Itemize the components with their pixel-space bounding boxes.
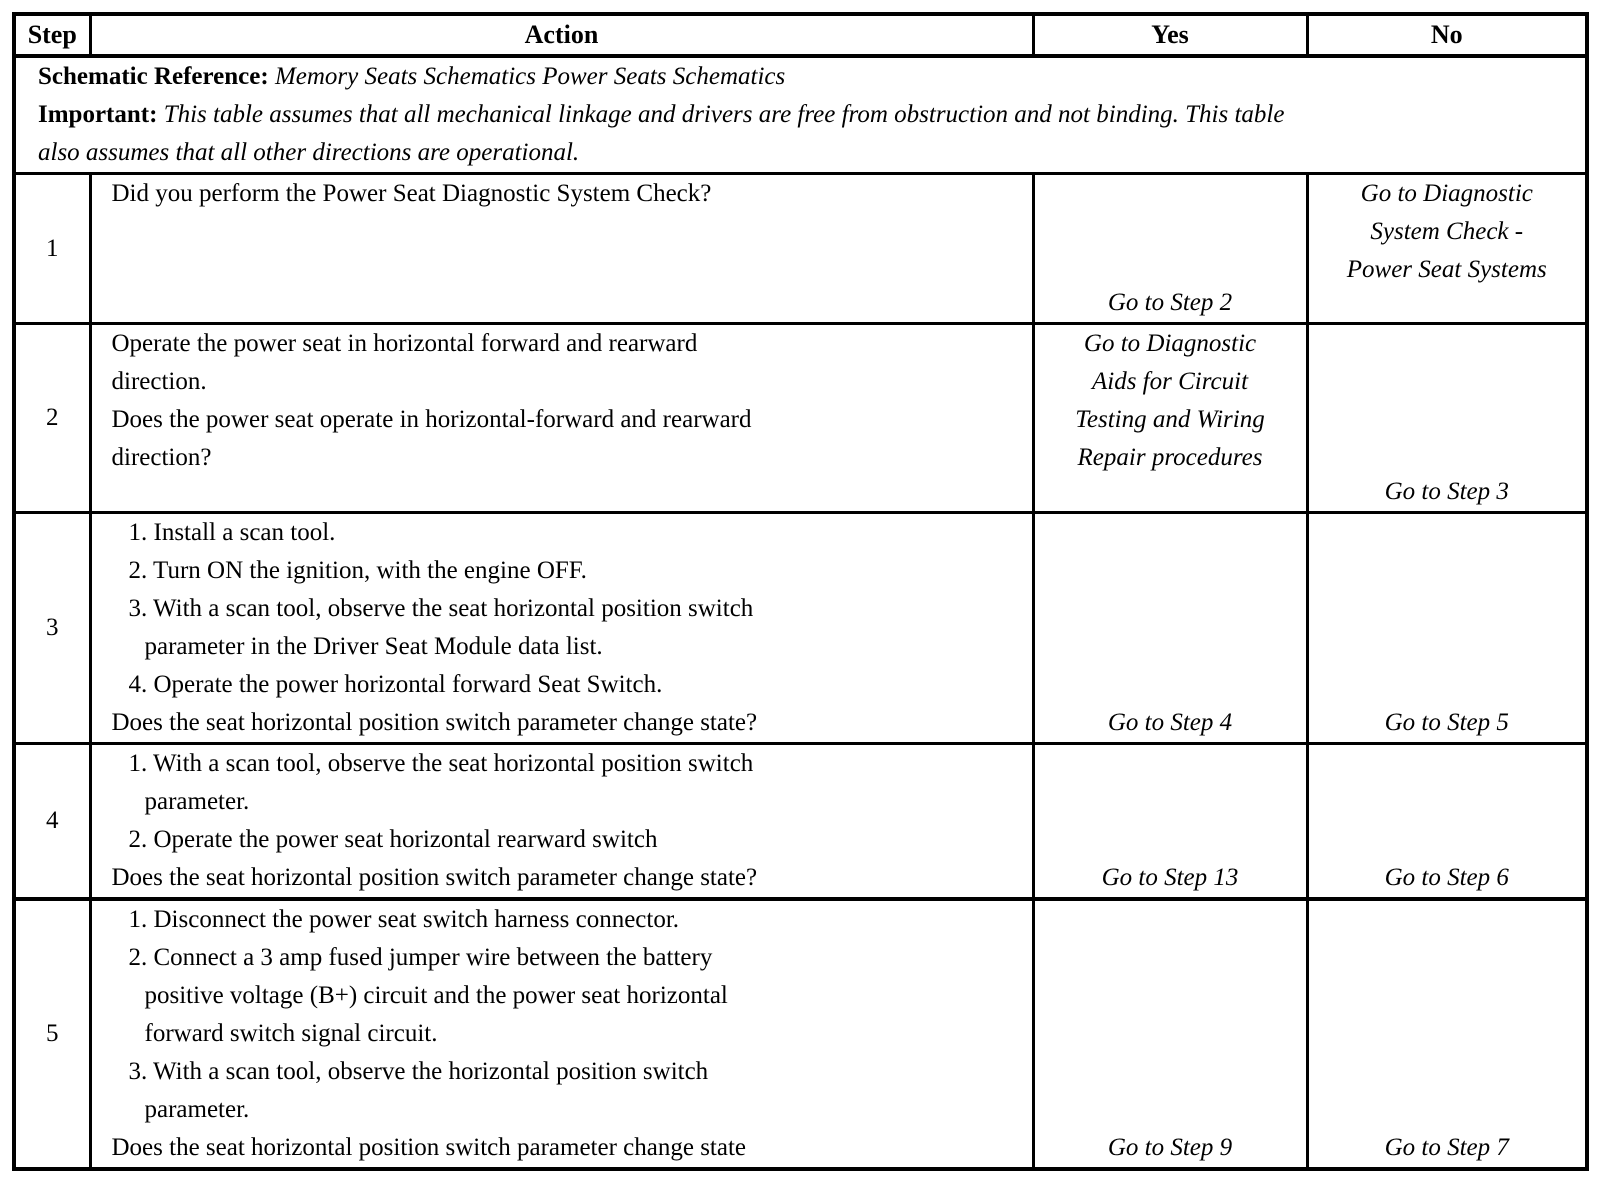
action-line: 2. Operate the power seat horizontal rearward switch: [128, 826, 658, 853]
no-link[interactable]: Go to Step 3: [1384, 478, 1509, 505]
reference-cell: [14, 56, 1587, 174]
table-row: [14, 899, 1587, 1169]
yes-cell: [1033, 513, 1307, 744]
important-text-1: This table assumes that all mechanical linkage and drivers are free from obstruction and not binding. This table: [163, 101, 1285, 128]
no-cell: [1307, 174, 1587, 324]
action-cell: [90, 324, 1033, 513]
action-line: parameter.: [144, 1096, 250, 1123]
yes-link[interactable]: Aids for Circuit: [1091, 368, 1249, 395]
action-line: Does the seat horizontal position switch parameter change state?: [111, 864, 758, 891]
action-line: 1. Install a scan tool.: [128, 519, 336, 546]
important-label: Important:: [38, 101, 158, 128]
action-line: Did you perform the Power Seat Diagnostic System Check?: [111, 180, 712, 207]
yes-link[interactable]: Go to Step 4: [1107, 709, 1233, 736]
action-line: 2. Connect a 3 amp fused jumper wire between the battery: [128, 944, 713, 971]
step-number: 2: [14, 324, 90, 513]
no-cell: [1307, 899, 1587, 1169]
important-text-2: also assumes that all other directions are operational.: [38, 139, 580, 166]
no-link[interactable]: Go to Step 6: [1384, 864, 1509, 891]
reference-row: [14, 56, 1587, 174]
action-line: 1. With a scan tool, observe the seat horizontal position switch: [128, 750, 754, 777]
yes-link[interactable]: Testing and Wiring: [1075, 406, 1265, 433]
step-number: 1: [14, 174, 90, 324]
action-line: Does the power seat operate in horizontal-forward and rearward: [111, 406, 752, 433]
no-cell: [1307, 513, 1587, 744]
yes-cell: [1033, 174, 1307, 324]
schematic-reference-label: Schematic Reference:: [38, 63, 269, 90]
schematic-reference-link[interactable]: Memory Seats Schematics Power Seats Schematics: [274, 63, 786, 90]
action-line: parameter in the Driver Seat Module data list.: [144, 633, 603, 660]
no-link[interactable]: Go to Diagnostic: [1360, 180, 1533, 207]
header-action: Action: [90, 14, 1033, 56]
action-line: Does the seat horizontal position switch parameter change state?: [111, 709, 758, 736]
action-cell: [90, 744, 1033, 900]
diagnostic-table: [12, 12, 1589, 1171]
yes-link[interactable]: Go to Diagnostic: [1083, 330, 1257, 357]
yes-link[interactable]: Go to Step 9: [1107, 1134, 1233, 1161]
header-yes: Yes: [1033, 14, 1307, 56]
yes-link[interactable]: Go to Step 13: [1101, 864, 1239, 891]
action-line: positive voltage (B+) circuit and the power seat horizontal: [144, 982, 728, 1009]
yes-link[interactable]: Go to Step 2: [1107, 289, 1233, 316]
table-row: [14, 324, 1587, 513]
action-line: direction.: [111, 368, 207, 395]
header-step: Step: [14, 14, 90, 56]
no-link[interactable]: Power Seat Systems: [1346, 256, 1547, 283]
no-link[interactable]: Go to Step 5: [1384, 709, 1509, 736]
action-line: direction?: [111, 444, 212, 471]
action-line: 3. With a scan tool, observe the horizontal position switch: [128, 1058, 709, 1085]
no-link[interactable]: System Check -: [1370, 218, 1524, 245]
action-line: Operate the power seat in horizontal forward and rearward: [111, 330, 698, 357]
table-row: [14, 513, 1587, 744]
step-number: 5: [14, 899, 90, 1169]
yes-cell: [1033, 744, 1307, 900]
action-line: 1. Disconnect the power seat switch harness connector.: [128, 906, 680, 933]
action-cell: [90, 513, 1033, 744]
action-line: 2. Turn ON the ignition, with the engine OFF.: [128, 557, 587, 584]
yes-cell: [1033, 324, 1307, 513]
no-cell: [1307, 744, 1587, 900]
action-cell: [90, 899, 1033, 1169]
no-cell: [1307, 324, 1587, 513]
step-number: 4: [14, 744, 90, 900]
header-no: No: [1307, 14, 1587, 56]
header-row: [14, 14, 1587, 56]
action-line: forward switch signal circuit.: [144, 1020, 438, 1047]
action-line: Does the seat horizontal position switch parameter change state: [111, 1134, 747, 1161]
action-cell: [90, 174, 1033, 324]
yes-cell: [1033, 899, 1307, 1169]
action-line: 4. Operate the power horizontal forward Seat Switch.: [128, 671, 663, 698]
table-row: [14, 744, 1587, 900]
no-link[interactable]: Go to Step 7: [1384, 1134, 1509, 1161]
yes-link[interactable]: Repair procedures: [1077, 444, 1263, 471]
action-line: parameter.: [144, 788, 250, 815]
action-line: 3. With a scan tool, observe the seat horizontal position switch: [128, 595, 754, 622]
table-row: [14, 174, 1587, 324]
step-number: 3: [14, 513, 90, 744]
